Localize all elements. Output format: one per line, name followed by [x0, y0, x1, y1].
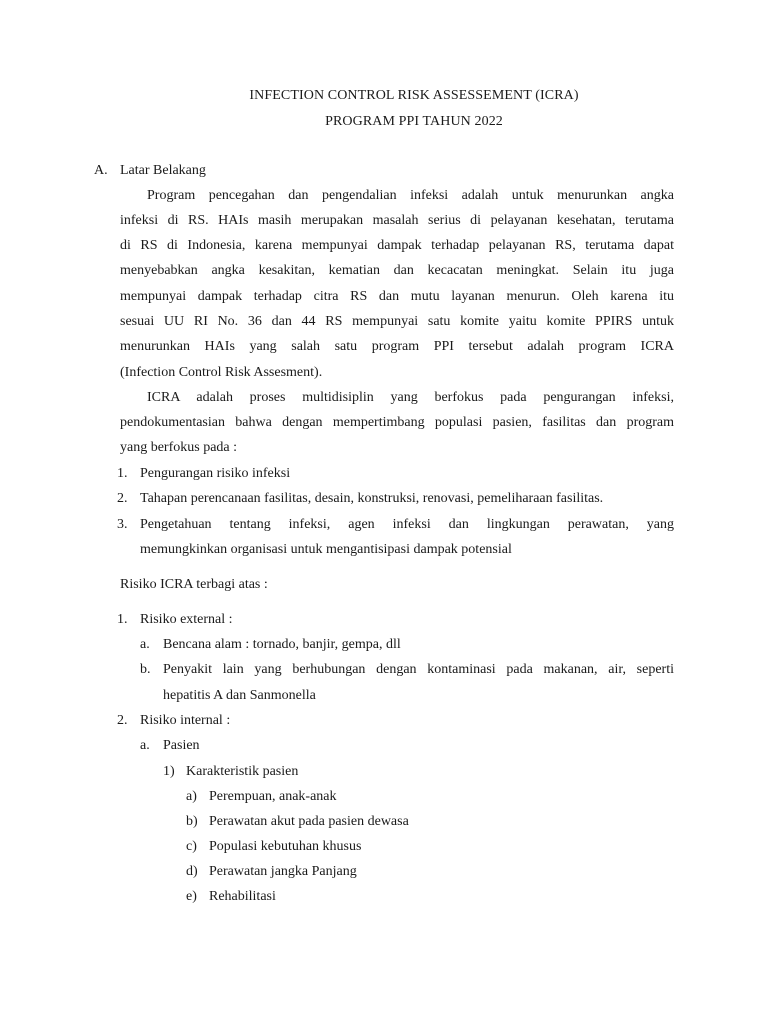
- risk-category: Risiko external :: [140, 612, 233, 627]
- paragraph-line: di RS di Indonesia, karena mempunyai dampak terhadap pelayanan RS, terutama dapat: [120, 238, 674, 253]
- sub-item: Perawatan akut pada pasien dewasa: [209, 814, 409, 829]
- paragraph-line: menyebabkan angka kesakitan, kematian dan kecacatan meningkat. Selain itu juga: [120, 263, 674, 278]
- list-item: memungkinkan organisasi untuk mengantisipasi dampak potensial: [140, 542, 512, 557]
- risk-item: Penyakit lain yang berhubungan dengan kontaminasi pada makanan, air, seperti: [163, 662, 674, 677]
- risk-intro: Risiko ICRA terbagi atas :: [120, 577, 268, 592]
- paragraph-line: Program pencegahan dan pengendalian infeksi adalah untuk menurunkan angka: [147, 188, 674, 203]
- list-item: Pengetahuan tentang infeksi, agen infeksi dan lingkungan perawatan, yang: [140, 517, 674, 532]
- sub-item: Perempuan, anak-anak: [209, 789, 337, 804]
- paragraph-line: (Infection Control Risk Assesment).: [120, 365, 323, 380]
- paragraph-line: menurunkan HAIs yang salah satu program PPI tersebut adalah program ICRA: [120, 339, 674, 354]
- risk-category: Risiko internal :: [140, 713, 231, 728]
- list-marker: 1.: [117, 612, 128, 627]
- paragraph-line: sesuai UU RI No. 36 dan 44 RS mempunyai satu komite yaitu komite PPIRS untuk: [120, 314, 674, 329]
- paragraph-line: yang berfokus pada :: [120, 440, 238, 455]
- section-heading: Latar Belakang: [120, 163, 206, 178]
- paragraph-line: pendokumentasian bahwa dengan mempertimbang populasi pasien, fasilitas dan program: [120, 415, 674, 430]
- list-marker: b.: [140, 662, 151, 677]
- list-marker: 3.: [117, 517, 128, 532]
- list-marker: b): [186, 814, 198, 829]
- list-marker: 1.: [117, 466, 128, 481]
- sub-item: Rehabilitasi: [209, 889, 276, 904]
- list-marker: c): [186, 839, 197, 854]
- list-marker: a.: [140, 738, 150, 753]
- sub-item: Populasi kebutuhan khusus: [209, 839, 362, 854]
- list-item: Tahapan perencanaan fasilitas, desain, konstruksi, renovasi, pemeliharaan fasilitas.: [140, 491, 604, 506]
- list-marker: 1): [163, 764, 175, 779]
- section-marker: A.: [94, 163, 108, 178]
- sub-category: Karakteristik pasien: [186, 764, 299, 779]
- sub-item: Perawatan jangka Panjang: [209, 864, 357, 879]
- paragraph-line: mempunyai dampak terhadap citra RS dan mutu layanan menurun. Oleh karena itu: [120, 289, 674, 304]
- risk-item: Bencana alam : tornado, banjir, gempa, dll: [163, 637, 401, 652]
- list-marker: a.: [140, 637, 150, 652]
- list-marker: e): [186, 889, 197, 904]
- list-item: Pengurangan risiko infeksi: [140, 466, 291, 481]
- paragraph-line: infeksi di RS. HAIs masih merupakan masalah serius di pelayanan kesehatan, terutama: [120, 213, 674, 228]
- list-marker: 2.: [117, 491, 128, 506]
- risk-item: Pasien: [163, 738, 200, 753]
- list-marker: a): [186, 789, 197, 804]
- risk-item: hepatitis A dan Sanmonella: [163, 688, 316, 703]
- document-subtitle: PROGRAM PPI TAHUN 2022: [325, 114, 503, 129]
- list-marker: d): [186, 864, 198, 879]
- paragraph-line: ICRA adalah proses multidisiplin yang berfokus pada pengurangan infeksi,: [147, 390, 674, 405]
- document-title: INFECTION CONTROL RISK ASSESSEMENT (ICRA): [249, 88, 579, 103]
- list-marker: 2.: [117, 713, 128, 728]
